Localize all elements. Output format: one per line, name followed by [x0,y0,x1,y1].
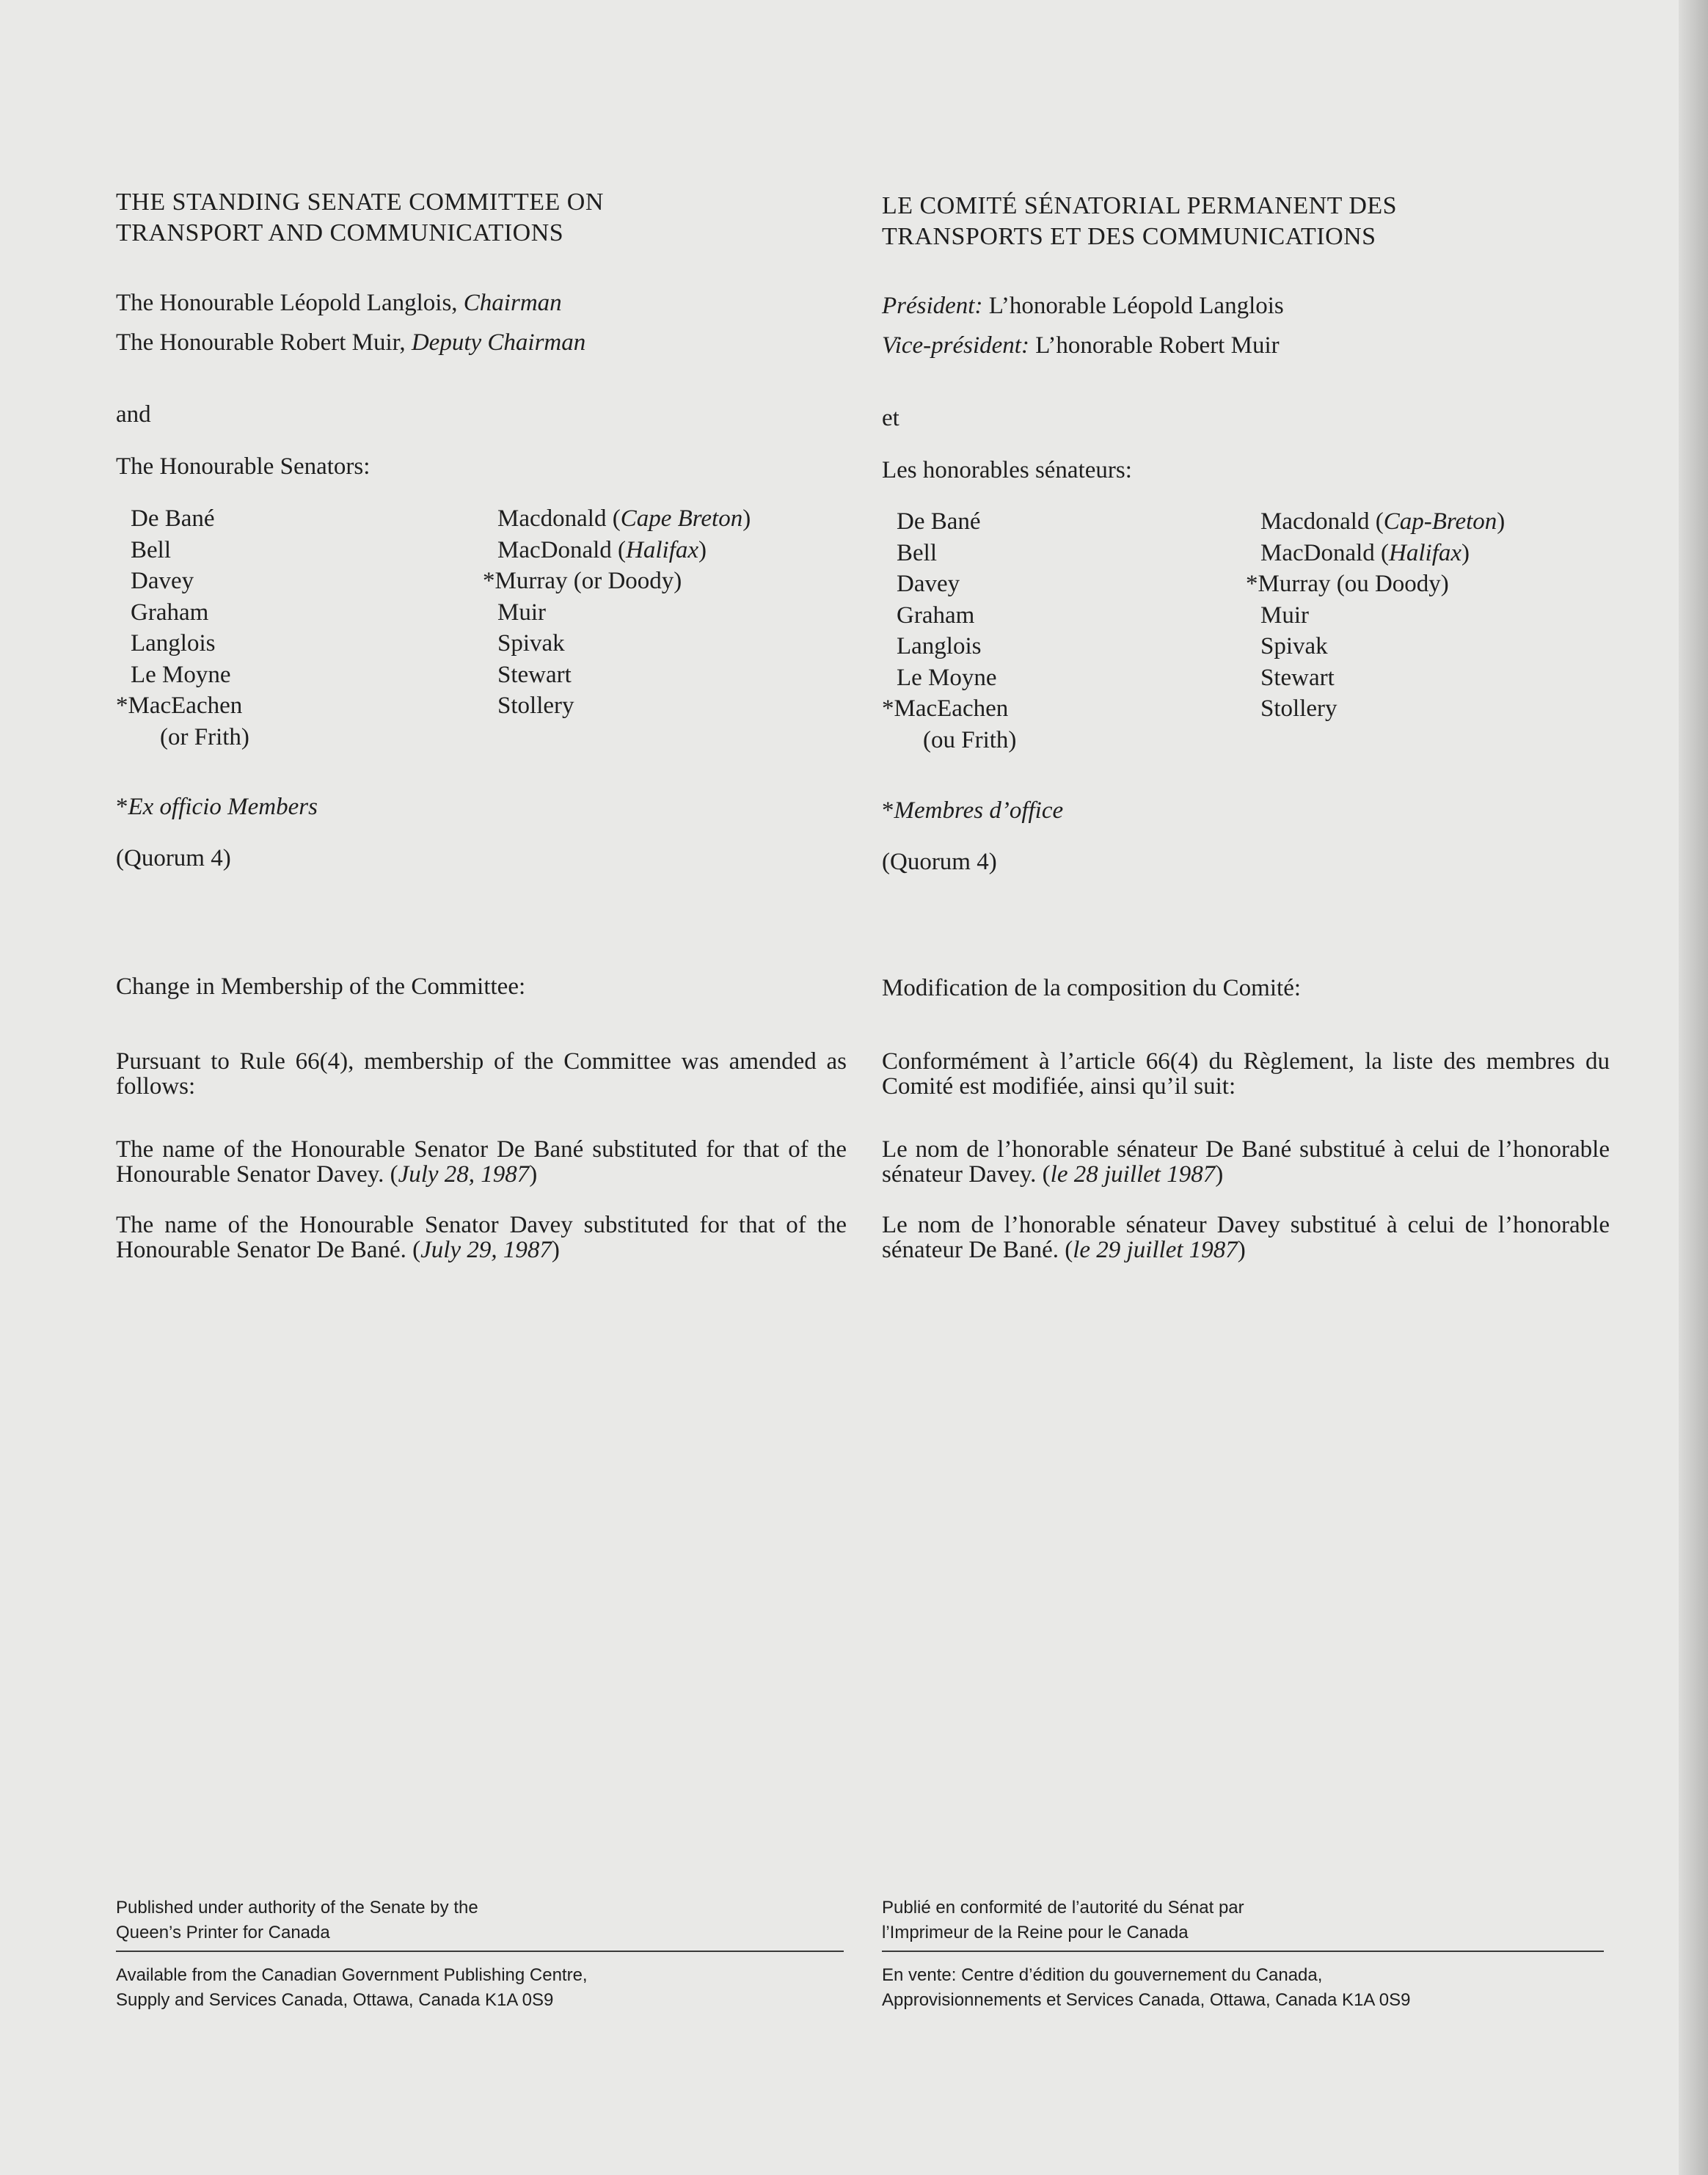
member-name: (or Frith) [160,723,249,750]
member-name: *Murray (or Doody) [483,568,682,594]
member-name: Spivak [1260,633,1328,659]
member-name: Macdonald (Cape Breton) [497,505,751,532]
member-name: Stewart [1260,664,1335,691]
english-published-notice: Published under authority of the Senate by the Queen’s Printer for Canada [116,1898,478,1942]
french-committee-heading: LE COMITÉ SÉNATORIAL PERMANENT DES TRANSPORTS ET DES COMMUNICATIONS [882,192,1398,250]
french-pursuant-paragraph: Conformément à l’article 66(4) du Règlement, la liste des membres du Comité est modifiée, ainsi qu’il suit: [882,1048,1610,1100]
french-and-label: et [882,405,899,431]
french-senators-label: Les honorables sénateurs: [882,457,1132,483]
member-name: Graham [897,602,975,629]
member-name: Graham [131,599,209,626]
page-edge-shadow [1679,0,1708,2175]
english-and-label: and [116,401,151,428]
member-name: Stewart [497,661,572,688]
member-name: (ou Frith) [923,726,1017,753]
member-name: Le Moyne [131,661,231,688]
english-members-right [483,503,751,722]
french-divider [882,1951,1604,1952]
french-deputy-chairman-line: Vice-président: L’honorable Robert Muir [882,332,1280,359]
member-name: Langlois [897,633,982,659]
member-name: Bell [131,536,171,563]
member-name: Davey [897,571,960,597]
member-name: Macdonald (Cap-Breton) [1260,508,1506,535]
english-pursuant-paragraph: Pursuant to Rule 66(4), membership of the Committee was amended as follows: [116,1048,847,1100]
french-change-heading: Modification de la composition du Comité: [882,975,1302,1001]
english-substitution-1: The name of the Honourable Senator De Bané substituted for that of the Honourable Senator Davey. (July 28, 1987) [116,1136,847,1188]
english-substitution-2: The name of the Honourable Senator Davey substituted for that of the Honourable Senator De Bané. (July 29, 1987) [116,1212,847,1263]
member-name: Langlois [131,630,216,657]
member-name: Muir [1260,602,1309,629]
member-name: Bell [897,539,937,566]
english-committee-heading: THE STANDING SENATE COMMITTEE ON TRANSPORT AND COMMUNICATIONS [116,189,604,246]
french-members-left [882,506,1016,756]
english-availability-notice: Available from the Canadian Government Publishing Centre, Supply and Services Canada, Ottawa, Canada K1A 0S9 [116,1965,588,2010]
member-name: Muir [497,599,546,626]
french-quorum: (Quorum 4) [882,849,997,875]
member-name: De Bané [131,505,215,532]
member-name: *MacEachen [882,695,1009,722]
french-substitution-1: Le nom de l’honorable sénateur De Bané substitué à celui de l’honorable sénateur Davey. (le 28 juillet 1987) [882,1136,1610,1188]
french-ex-officio-note: *Membres d’office [882,797,1064,824]
member-name: Davey [131,568,194,594]
member-name: Le Moyne [897,664,997,691]
french-members-right [1246,506,1505,725]
english-change-heading: Change in Membership of the Committee: [116,973,526,1000]
member-name: Stollery [1260,695,1337,722]
member-name: *Murray (ou Doody) [1246,571,1449,597]
english-quorum: (Quorum 4) [116,845,231,871]
member-name: MacDonald (Halifax) [497,536,707,563]
member-name: *MacEachen [116,692,243,719]
english-ex-officio-note: *Ex officio Members [116,794,318,820]
member-name: De Bané [897,508,981,535]
french-substitution-2: Le nom de l’honorable sénateur Davey substitué à celui de l’honorable sénateur De Bané. (le 29 juillet 1987) [882,1212,1610,1263]
french-chairman-line: Président: L’honorable Léopold Langlois [882,293,1284,319]
member-name: MacDonald (Halifax) [1260,539,1470,566]
english-members-left [116,503,249,753]
english-chairman-line: The Honourable Léopold Langlois, Chairman [116,290,562,316]
french-availability-notice: En vente: Centre d’édition du gouvernement du Canada, Approvisionnements et Services Canada, Ottawa, Canada K1A 0S9 [882,1965,1411,2010]
french-published-notice: Publié en conformité de l’autorité du Sénat par l’Imprimeur de la Reine pour le Canada [882,1898,1244,1942]
english-deputy-chairman-line: The Honourable Robert Muir, Deputy Chairman [116,329,586,356]
english-divider [116,1951,844,1952]
member-name: Stollery [497,692,574,719]
english-senators-label: The Honourable Senators: [116,453,371,480]
member-name: Spivak [497,630,565,657]
